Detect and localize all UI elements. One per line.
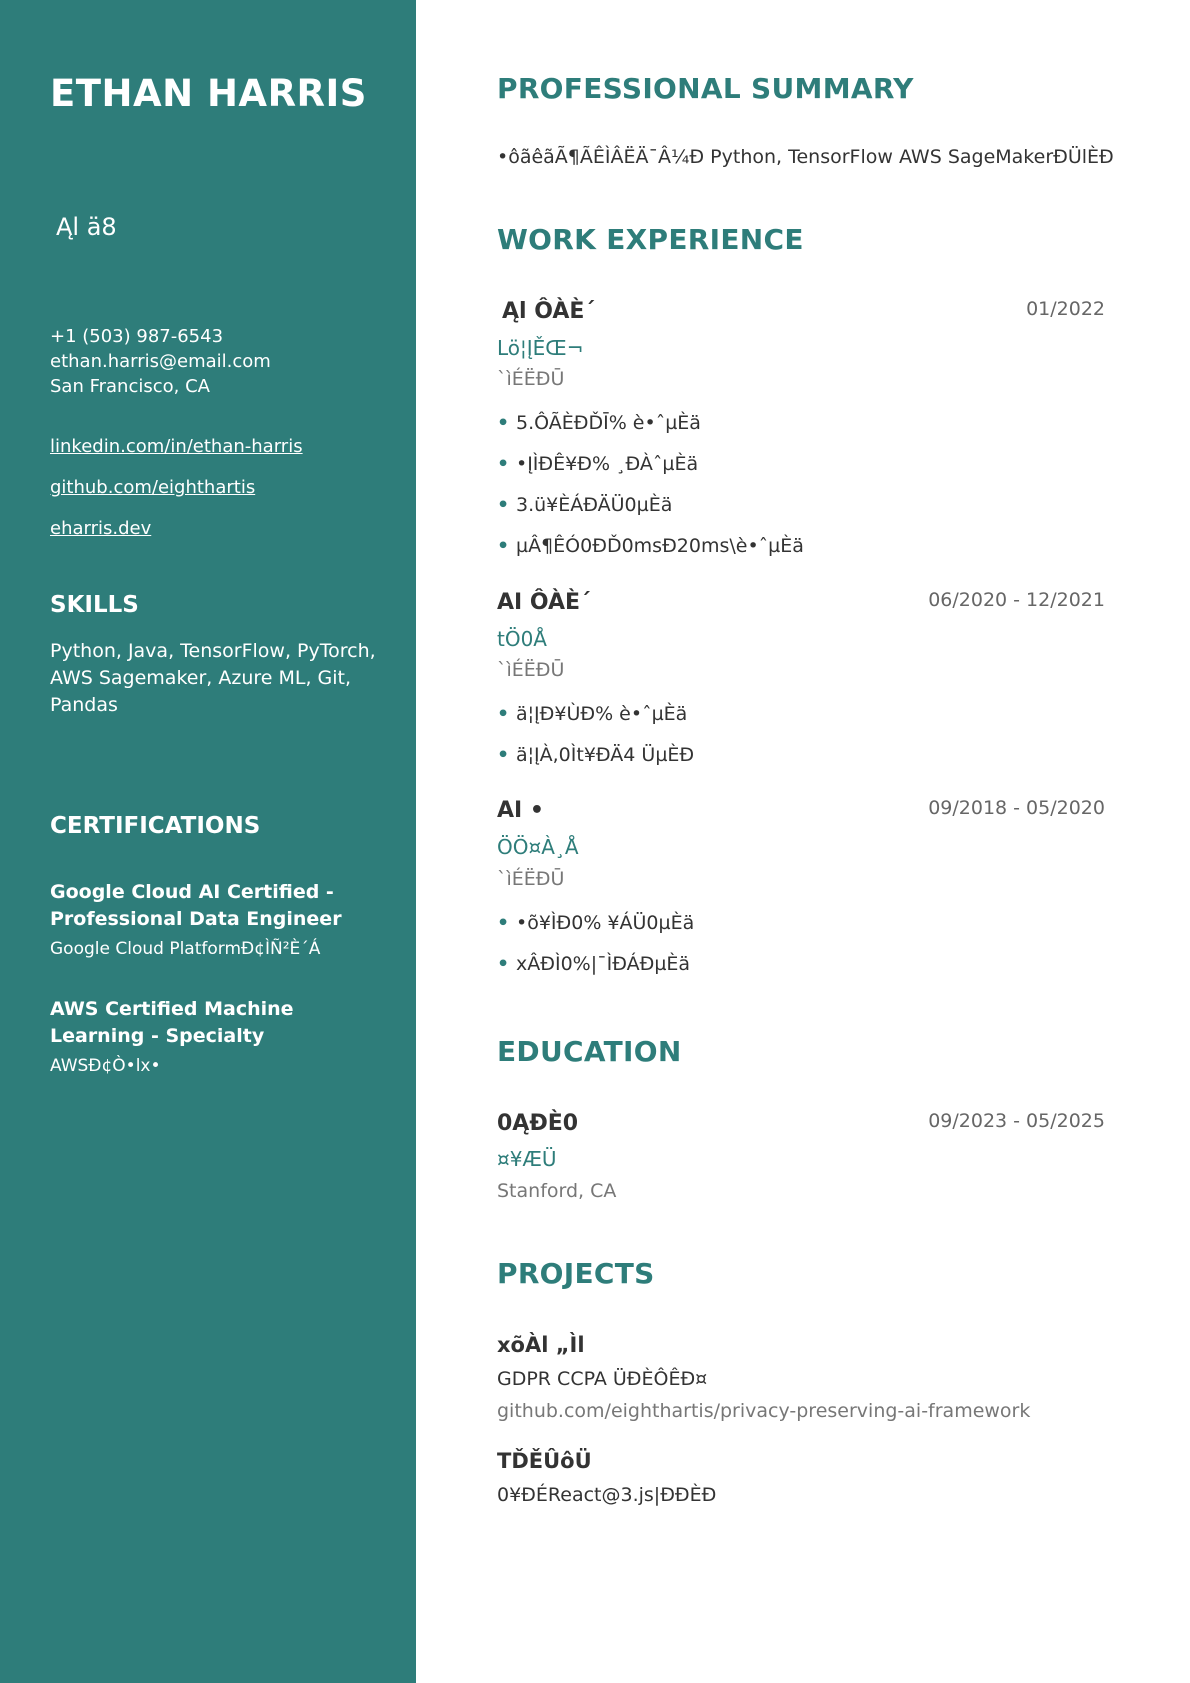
job-title: AI •: [497, 798, 544, 823]
job-location: `ìÉËÐŪ: [497, 368, 565, 390]
certification-issuer: Google Cloud PlatformĐ¢ÌÑ²È´Á: [50, 939, 321, 959]
bullet-icon: •: [497, 703, 510, 725]
job-company: ÖÖ¤À¸Å: [497, 835, 579, 859]
job-company: Lö¦ĮĚŒ¬: [497, 336, 584, 360]
candidate-name: ETHAN HARRIS: [50, 72, 367, 115]
job-bullet: • 3.ü¥ÈÁĐÄÜ0µÈä: [497, 494, 673, 516]
bullet-icon: •: [497, 953, 510, 975]
job-company: tÖ0Å: [497, 627, 547, 651]
candidate-title: Ąl ä8: [56, 213, 117, 241]
website-link[interactable]: eharris.dev: [50, 518, 152, 539]
bullet-icon: •: [497, 744, 510, 766]
project-description: 0¥ĐÉReact@3.js|ÐĐÈĐ: [497, 1484, 717, 1506]
bullet-icon: •: [497, 453, 510, 475]
bullet-icon: •: [497, 412, 510, 434]
bullet-icon: •: [497, 535, 510, 557]
location: San Francisco, CA: [50, 376, 210, 397]
phone: +1 (503) 987-6543: [50, 326, 224, 347]
certifications-heading: CERTIFICATIONS: [50, 813, 261, 839]
certification-issuer: AWSĐ¢Ò•lx•: [50, 1056, 161, 1076]
job-bullet: • •õ¥ÌĐ0% ¥ÁÜ0µÈä: [497, 912, 695, 934]
job-bullet: • xÂĐÌ0%|¯ÌĐÁĐµÈä: [497, 953, 691, 975]
experience-heading: WORK EXPERIENCE: [497, 223, 804, 256]
bullet-icon: •: [497, 912, 510, 934]
education-date: 09/2023 - 05/2025: [928, 1110, 1105, 1132]
education-degree: 0ĄĐÈ0: [497, 1111, 579, 1136]
skills-heading: SKILLS: [50, 592, 139, 618]
project-link[interactable]: github.com/eighthartis/privacy-preserving-ai-framework: [497, 1400, 1031, 1422]
job-bullet: • •ĮÌÐÊ¥Ð% ¸ĐÀˆµÈä: [497, 453, 699, 475]
skills-list: Python, Java, TensorFlow, PyTorch, AWS Sagemaker, Azure ML, Git, Pandas: [50, 640, 376, 716]
github-link[interactable]: github.com/eighthartis: [50, 477, 256, 498]
summary-text: •ôãêãÃ¶ÃÊÌÂËÄ¯Â¼Ð Python, TensorFlow AWS SageMakerĐÜlÈÐ: [497, 146, 1114, 168]
email: ethan.harris@email.com: [50, 351, 271, 372]
summary-heading: PROFESSIONAL SUMMARY: [497, 72, 914, 105]
job-title: AI ÔÀÈ´: [497, 590, 592, 615]
certification-name: Google Cloud AI Certified - Professional Data Engineer: [50, 881, 342, 930]
sidebar: [0, 0, 416, 1683]
certification-name: AWS Certified Machine Learning - Specialty: [50, 998, 294, 1047]
job-title: Ąl ÔÀÈ´: [502, 299, 596, 324]
bullet-icon: •: [497, 494, 510, 516]
job-bullet: • ä¦ĮÀ,0Ìt¥ĐÄ4 ÜµÈÐ: [497, 744, 695, 766]
job-date: 09/2018 - 05/2020: [928, 797, 1105, 819]
education-heading: EDUCATION: [497, 1035, 682, 1068]
main-content: [416, 0, 1190, 1683]
project-description: GDPR CCPA ÜĐÈÔÊÐ¤: [497, 1368, 708, 1390]
project-name: TĎĚÛôÜ: [497, 1449, 592, 1473]
job-date: 01/2022: [1026, 298, 1105, 320]
job-location: `ìÉËÐŪ: [497, 659, 565, 681]
project-name: xõÀl „Ìl: [497, 1333, 585, 1357]
education-school: ¤¥ÆÜ: [497, 1147, 557, 1171]
job-date: 06/2020 - 12/2021: [928, 589, 1105, 611]
linkedin-link[interactable]: linkedin.com/in/ethan-harris: [50, 436, 303, 457]
education-location: Stanford, CA: [497, 1180, 617, 1202]
projects-heading: PROJECTS: [497, 1257, 655, 1290]
job-bullet: • µÂ¶ÊÓ0ĐĎ0msĐ20ms\è•ˆµÈä: [497, 535, 804, 557]
job-location: `ìÉËÐŪ: [497, 868, 565, 890]
job-bullet: • 5.ÔÃÈÐĎĪ% è•ˆµÈä: [497, 412, 701, 434]
job-bullet: • ä¦ĮÐ¥ÙĐ% è•ˆµÈä: [497, 703, 688, 725]
